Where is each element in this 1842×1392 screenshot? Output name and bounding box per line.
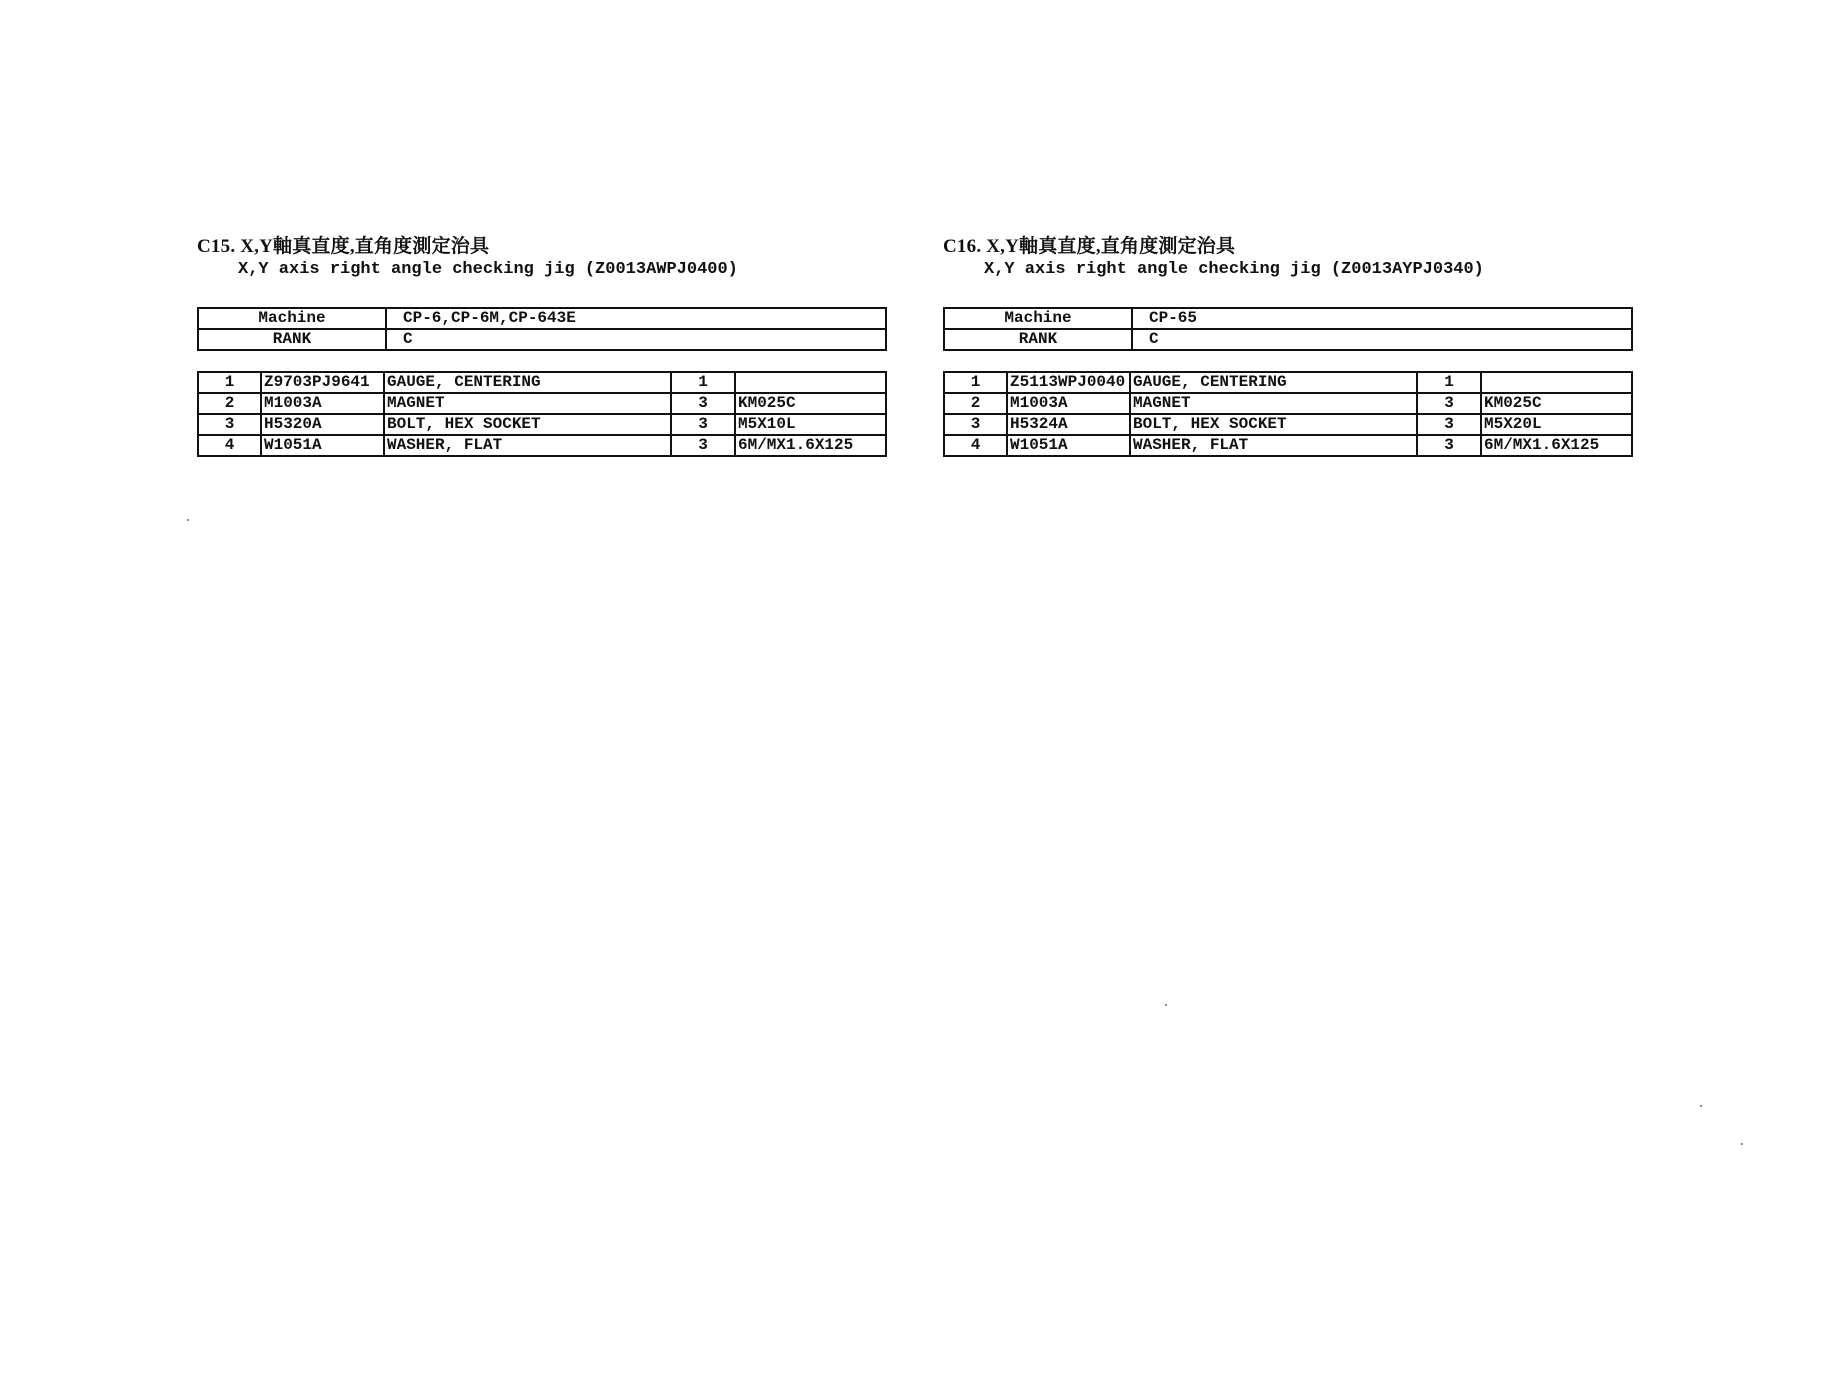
table-row [944, 435, 1632, 456]
part-remark: M5X20L [1481, 414, 1632, 435]
part-qty: 1 [1417, 372, 1481, 393]
part-code: H5320A [261, 414, 384, 435]
section-subtitle: X,Y axis right angle checking jig (Z0013AYPJ0340) [984, 260, 1484, 279]
rank-value: C [386, 329, 886, 350]
scan-speck [1741, 1143, 1743, 1145]
part-no: 3 [198, 414, 261, 435]
section-title: C16. X,Y軸真直度,直角度測定治具 [943, 236, 1236, 257]
part-remark: 6M/MX1.6X125 [1481, 435, 1632, 456]
table-row [944, 393, 1632, 414]
rank-label: RANK [944, 329, 1132, 350]
part-remark: KM025C [1481, 393, 1632, 414]
part-qty: 3 [1417, 435, 1481, 456]
machine-info-table [943, 307, 1633, 351]
part-code: M1003A [1007, 393, 1130, 414]
part-code: W1051A [261, 435, 384, 456]
rank-row [944, 329, 1632, 350]
machine-row [944, 308, 1632, 329]
part-code: Z5113WPJ0040 [1007, 372, 1130, 393]
part-qty: 3 [1417, 393, 1481, 414]
part-remark: KM025C [735, 393, 886, 414]
part-no: 2 [944, 393, 1007, 414]
part-qty: 1 [671, 372, 735, 393]
part-code: Z9703PJ9641 [261, 372, 384, 393]
rank-label: RANK [198, 329, 386, 350]
table-row [198, 435, 886, 456]
machine-label: Machine [944, 308, 1132, 329]
part-qty: 3 [671, 414, 735, 435]
part-code: W1051A [1007, 435, 1130, 456]
part-code: H5324A [1007, 414, 1130, 435]
part-no: 4 [944, 435, 1007, 456]
parts-table [197, 371, 887, 457]
table-row [198, 414, 886, 435]
scan-speck [1700, 1105, 1702, 1107]
part-name: MAGNET [384, 393, 671, 414]
rank-row [198, 329, 886, 350]
jig-section-c16 [943, 236, 1643, 457]
part-no: 2 [198, 393, 261, 414]
part-remark [735, 372, 886, 393]
part-qty: 3 [671, 393, 735, 414]
scan-speck [187, 519, 189, 521]
part-name: MAGNET [1130, 393, 1417, 414]
part-name: GAUGE, CENTERING [384, 372, 671, 393]
part-name: WASHER, FLAT [384, 435, 671, 456]
machine-value: CP-6,CP-6M,CP-643E [386, 308, 886, 329]
machine-value: CP-65 [1132, 308, 1632, 329]
section-title: C15. X,Y軸真直度,直角度測定治具 [197, 236, 490, 257]
part-no: 1 [198, 372, 261, 393]
jig-section-c15 [197, 236, 897, 457]
part-name: BOLT, HEX SOCKET [384, 414, 671, 435]
machine-label: Machine [198, 308, 386, 329]
part-code: M1003A [261, 393, 384, 414]
machine-row [198, 308, 886, 329]
part-name: BOLT, HEX SOCKET [1130, 414, 1417, 435]
table-row [944, 414, 1632, 435]
section-subtitle: X,Y axis right angle checking jig (Z0013AWPJ0400) [238, 260, 738, 279]
table-row [198, 372, 886, 393]
part-qty: 3 [671, 435, 735, 456]
parts-table [943, 371, 1633, 457]
part-remark: 6M/MX1.6X125 [735, 435, 886, 456]
part-name: WASHER, FLAT [1130, 435, 1417, 456]
part-no: 4 [198, 435, 261, 456]
part-name: GAUGE, CENTERING [1130, 372, 1417, 393]
part-no: 1 [944, 372, 1007, 393]
machine-info-table [197, 307, 887, 351]
rank-value: C [1132, 329, 1632, 350]
scan-speck [1165, 1004, 1167, 1006]
part-qty: 3 [1417, 414, 1481, 435]
part-no: 3 [944, 414, 1007, 435]
table-row [198, 393, 886, 414]
table-row [944, 372, 1632, 393]
part-remark [1481, 372, 1632, 393]
part-remark: M5X10L [735, 414, 886, 435]
